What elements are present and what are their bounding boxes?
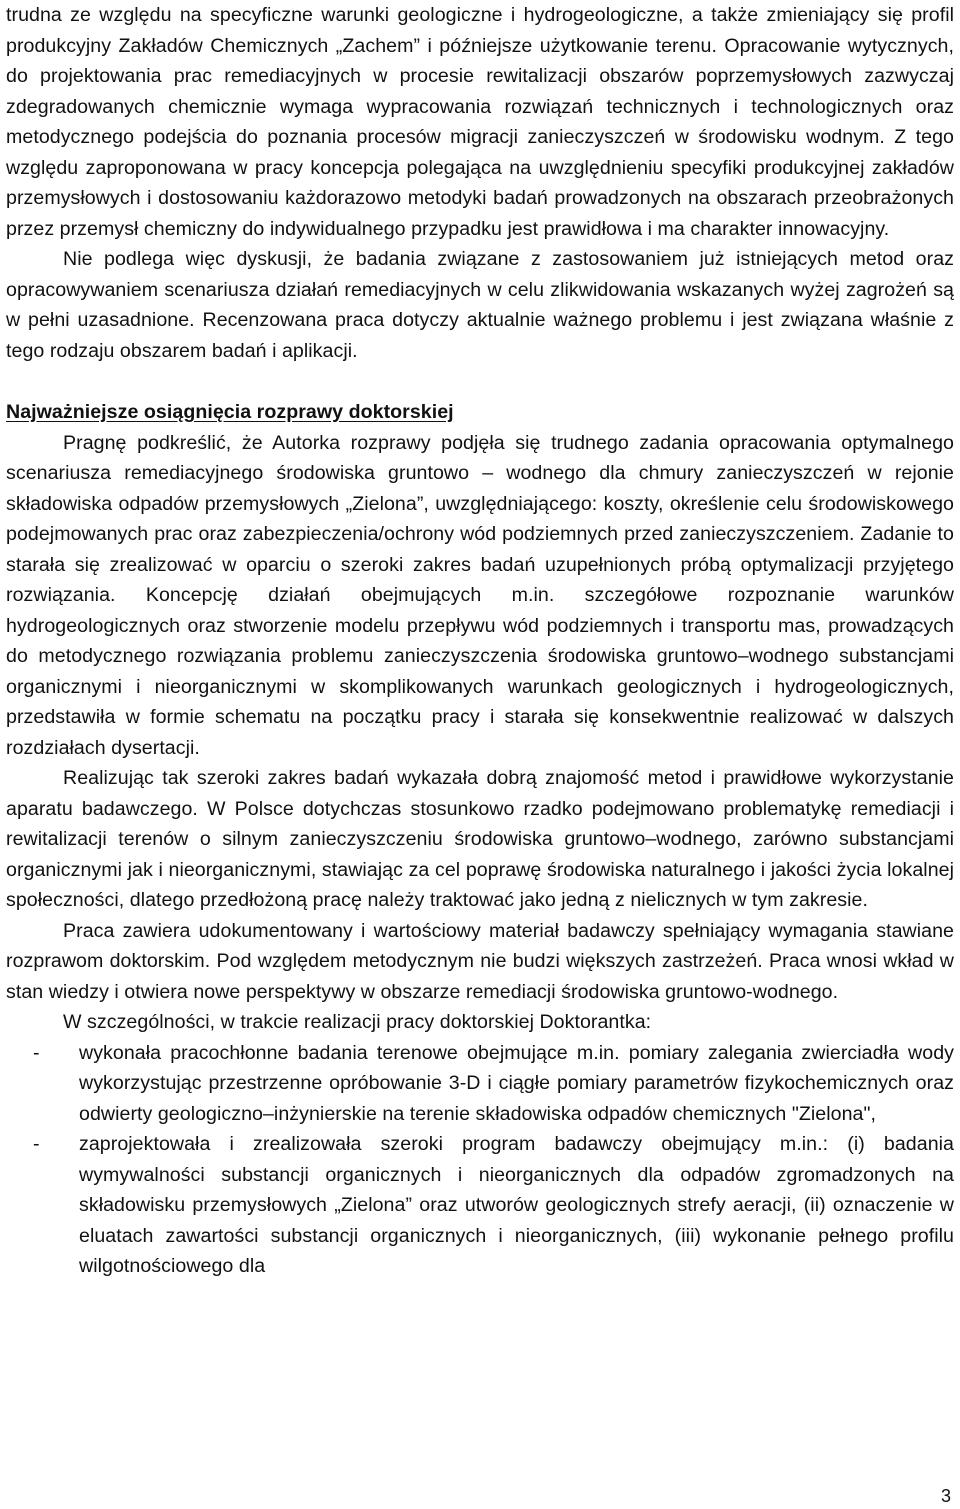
achievements-list bbox=[6, 1038, 954, 1282]
page-number: 3 bbox=[940, 1486, 951, 1506]
list-item-text: wykonała pracochłonne badania terenowe obejmujące m.in. pomiary zalegania zwierciadła wody wykorzystując przestrzenne opróbowanie 3-D i ciągłe pomiary parametrów fizykochemicznych oraz odwierty geologiczno–inżynierskie na terenie składowiska odpadów chemicznych "Zielona", bbox=[79, 1041, 954, 1125]
section-heading: Najważniejsze osiągnięcia rozprawy doktorskiej bbox=[6, 401, 454, 423]
list-item-text: zaprojektowała i zrealizowała szeroki program badawczy obejmujący m.in.: (i) badania wymywalności substancji organicznych i nieorganicznych dla odpadów zgromadzonych na składowisku przemysłowych „Zielona” oraz utworów geologicznych strefy aeracji, (ii) oznaczenie w eluatach zawartości substancji organicznych i nieorganicznych, (iii) wykonanie pełnego profilu wilgotnościowego dla bbox=[79, 1133, 954, 1277]
list-bullet: - bbox=[33, 1133, 40, 1155]
paragraph-discussion: Nie podlega więc dyskusji, że badania związane z zastosowaniem już istniejących metod oraz opracowywaniem scenariusza działań remediacyjnych w celu zlikwidowania wskazanych wyżej zagrożeń są w pełni uzasadnione. Recenzowana praca dotyczy aktualnie ważnego problemu i jest związana właśnie z tego rodzaju obszarem badań i aplikacji. bbox=[6, 248, 954, 362]
paragraph-achievements: Pragnę podkreślić, że Autorka rozprawy podjęła się trudnego zadania opracowania optymalnego scenariusza remediacyjnego środowiska gruntowo – wodnego dla chmury zanieczyszczeń w rejonie składowiska odpadów przemysłowych „Zielona”, uwzględniającego: koszty, określenie celu środowiskowego podejmowanych prac oraz zabezpieczenia/ochrony wód podziemnych przed zanieczyszczeniem. Zadanie to starała się zrealizować w oparciu o szeroki zakres badań uzupełnionych próbą optymalizacji przyjętego rozwiązania. Koncepcję działań obejmujących m.in. szczegółowe rozpoznanie warunków hydrogeologicznych oraz stworzenie modelu przepływu wód podziemnych i transportu mas, prowadzących do metodycznego rozwiązania problemu zanieczyszczenia środowiska gruntowo–wodnego substancjami organicznymi i nieorganicznymi w skomplikowanych warunkach geologicznych i hydrogeologicznych, przedstawiła w formie schematu na początku pracy i starała się konsekwentnie realizować w dalszych rozdziałach dysertacji. bbox=[6, 431, 954, 759]
paragraph-assessment: Praca zawiera udokumentowany i wartościowy materiał badawczy spełniający wymagania stawiane rozprawom doktorskim. Pod względem metodycznym nie budzi większych zastrzeżeń. Praca wnosi wkład w stan wiedzy i otwiera nowe perspektywy w obszarze remediacji środowiska gruntowo-wodnego. bbox=[6, 919, 954, 1003]
list-item bbox=[6, 1038, 954, 1130]
paragraph-continuation: trudna ze względu na specyficzne warunki geologiczne i hydrogeologiczne, a także zmieniający się profil produkcyjny Zakładów Chemicznych „Zachem” i późniejsze użytkowanie terenu. Opracowanie wytycznych, do projektowania prac remediacyjnych w procesie rewitalizacji obszarów poprzemysłowych zazwyczaj zdegradowanych chemicznie wymaga wypracowania rozwiązań technicznych i technologicznych oraz metodycznego podejścia do poznania procesów migracji zanieczyszczeń w środowisku wodnym. Z tego względu zaproponowana w pracy koncepcja polegająca na uwzględnieniu specyfiki produkcyjnej zakładów przemysłowych i dostosowaniu każdorazowo metodyki badań prowadzonych na obszarach przeobrażonych przez przemysł chemiczny do indywidualnego przypadku jest prawidłowa i ma charakter innowacyjny. bbox=[6, 4, 954, 240]
paragraph-methods: Realizując tak szeroki zakres badań wykazała dobrą znajomość metod i prawidłowe wykorzystanie aparatu badawczego. W Polsce dotychczas stosunkowo rzadko podejmowano problematykę remediacji i rewitalizacji terenów o silnym zanieczyszczeniu środowiska gruntowo–wodnego, zarówno substancjami organicznymi jak i nieorganicznymi, stawiając za cel poprawę środowiska naturalnego i jakości życia lokalnej społeczności, dlatego przedłożoną pracę należy traktować jako jedną z nielicznych w tym zakresie. bbox=[6, 767, 954, 911]
list-item bbox=[6, 1129, 954, 1282]
list-bullet: - bbox=[33, 1041, 40, 1064]
paragraph-list-intro: W szczególności, w trakcie realizacji pracy doktorskiej Doktorantka: bbox=[63, 1011, 652, 1033]
document-body bbox=[6, 0, 954, 1282]
